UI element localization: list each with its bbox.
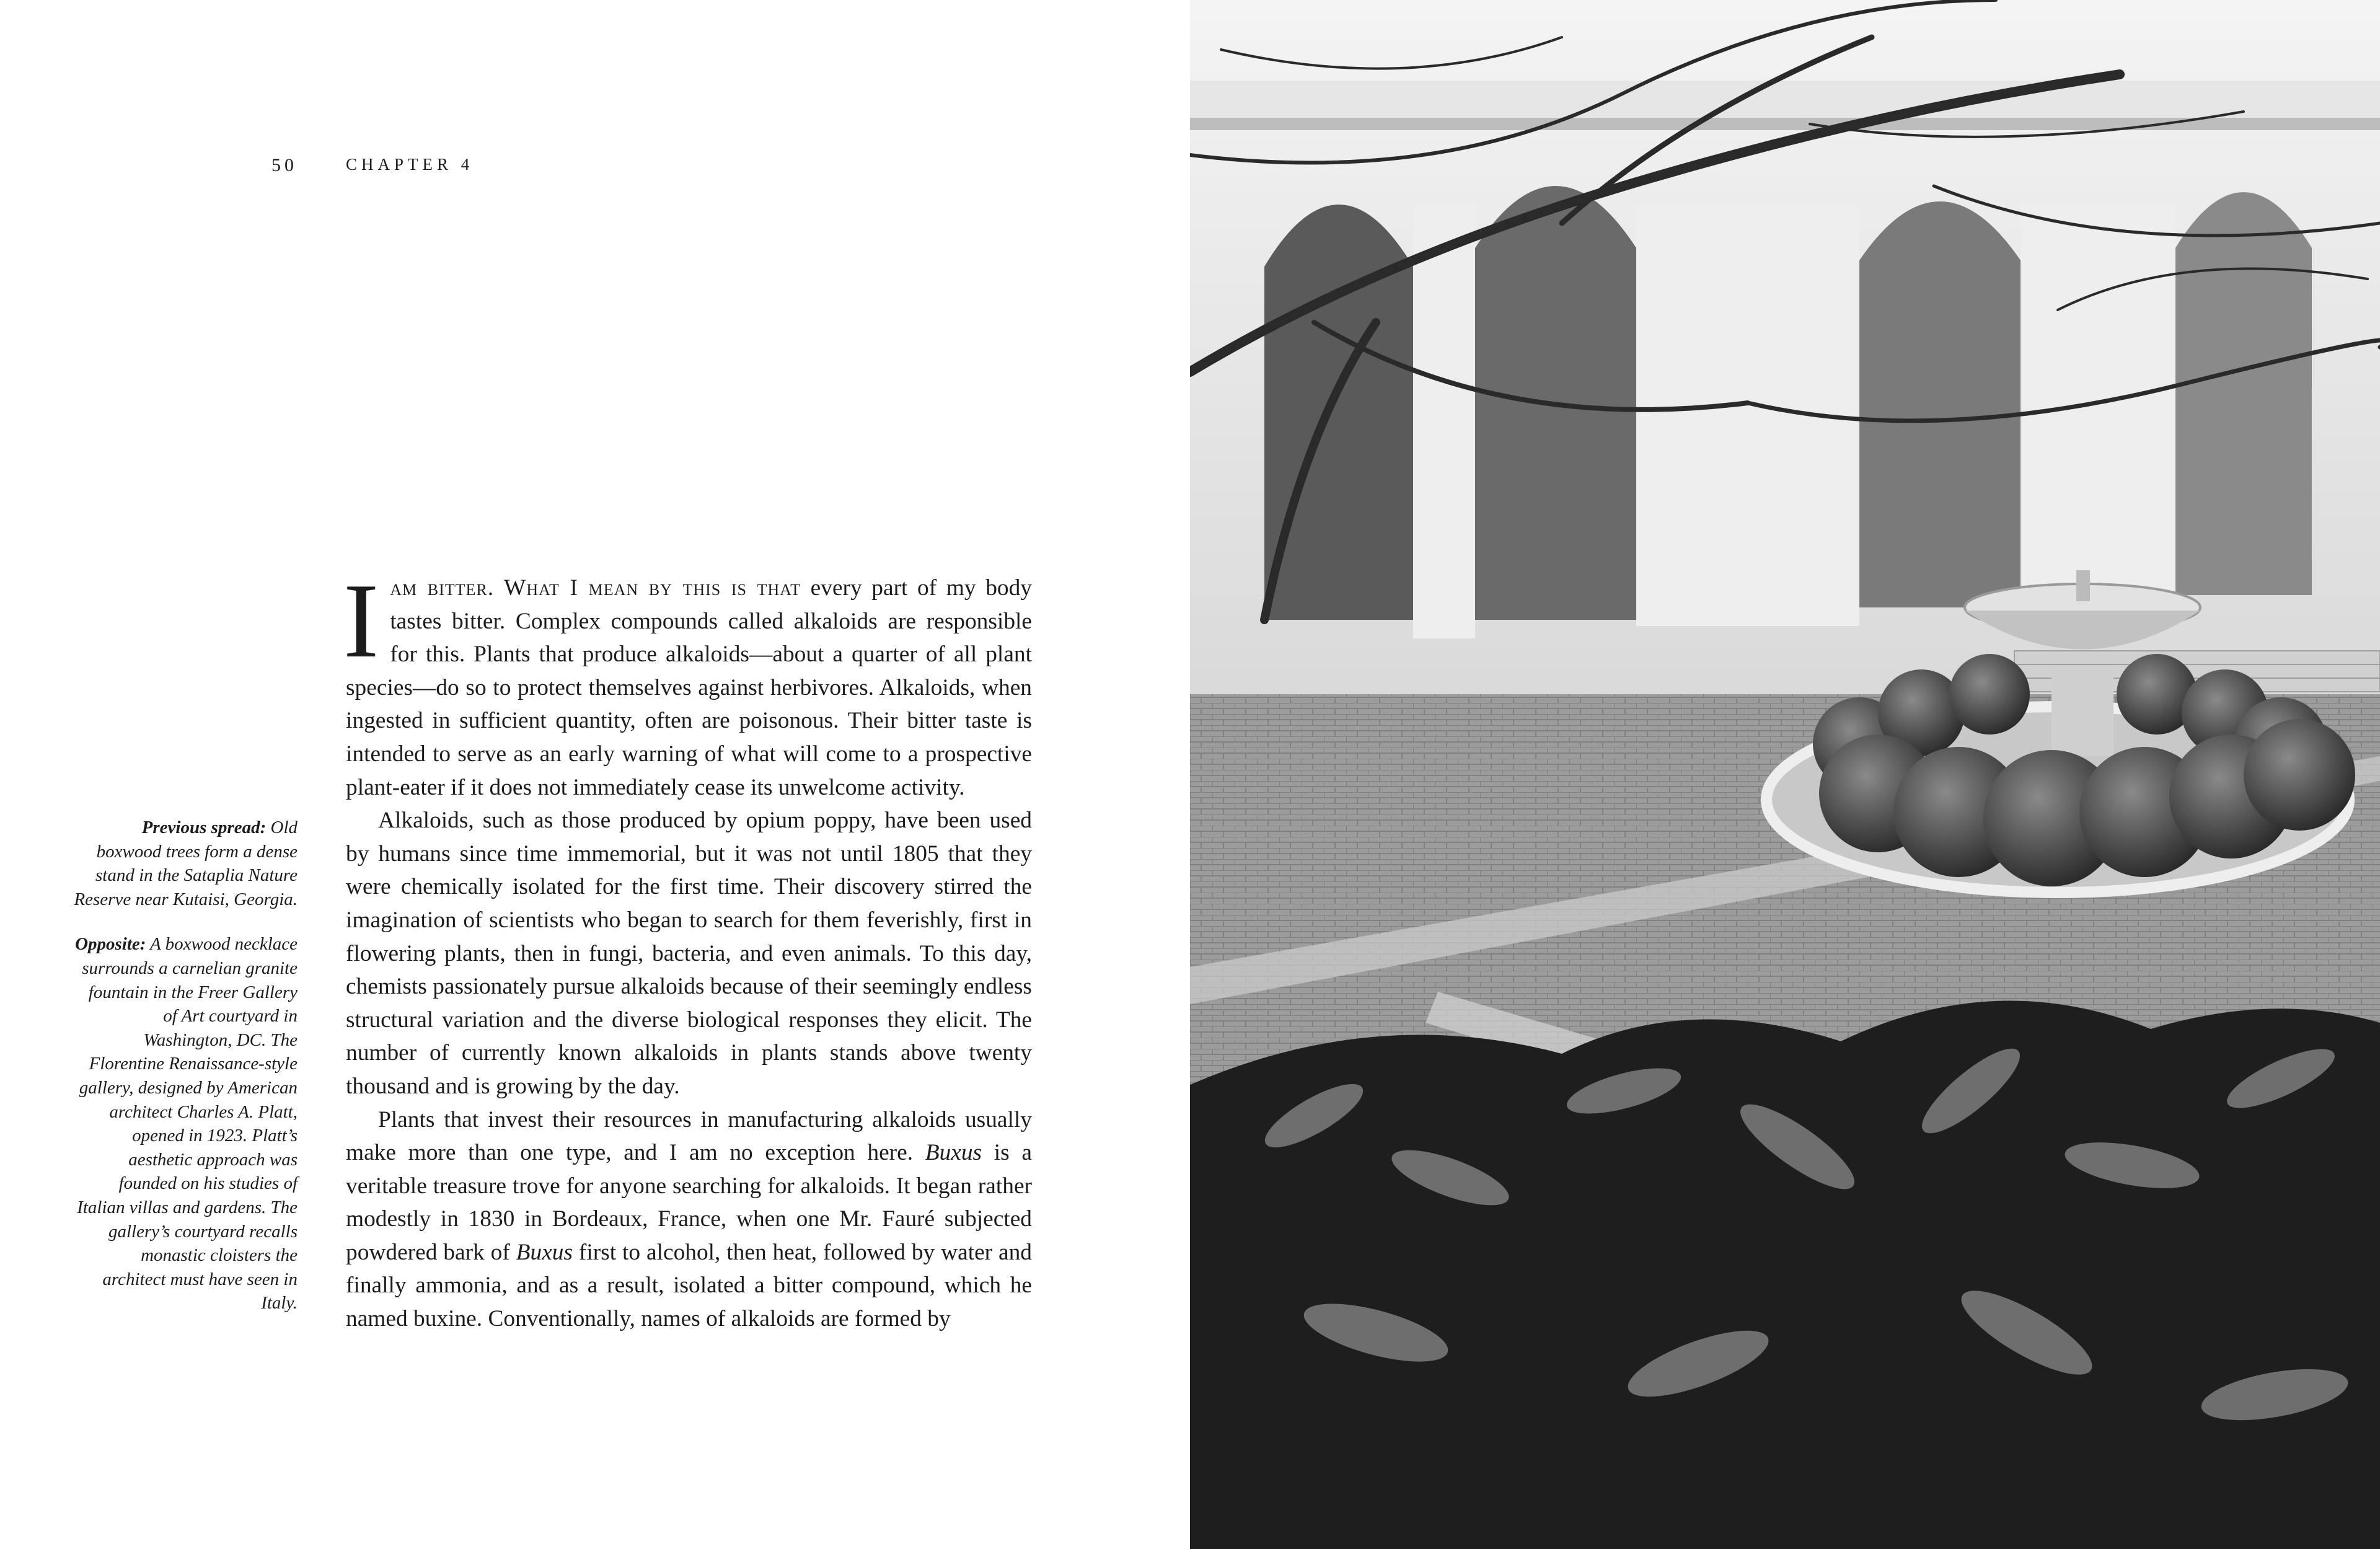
- foreground-shrub: [1190, 1001, 2380, 1549]
- courtyard-fountain-photo: [1190, 0, 2380, 1549]
- opening-small-caps: am bitter. What I mean by this is that: [390, 575, 801, 601]
- left-page: [0, 0, 1189, 1549]
- caption-text: A boxwood necklace surrounds a carnelian granite fountain in the Freer Gallery of Art courtyard in Washington, DC. The Florentine Renaissance-style gallery, designed by American architect Charles A. Platt, opened in 1923. Platt’s aesthetic approach was founded on his studies of Italian villas and gardens. The gallery’s courtyard recalls monastic cloisters the architect must have seen in Italy.: [77, 934, 298, 1313]
- paragraph-text: first to alcohol, then heat, followed by water and finally ammonia, and as a result, isolated a bitter compound, which he named buxine. Conventionally, names of alkaloids are formed by: [346, 1239, 1032, 1332]
- sidebar-captions: [73, 816, 298, 1336]
- caption-previous-spread: [73, 816, 298, 911]
- genus-name: Buxus: [925, 1140, 982, 1166]
- body-text: [343, 562, 1032, 1336]
- paragraph: [346, 1103, 1032, 1336]
- caption-opposite: [73, 932, 298, 1315]
- chapter-heading: CHAPTER 4: [346, 155, 474, 174]
- caption-text: Old boxwood trees form a dense stand in the Sataplia Nature Reserve near Kutaisi, Georgia.: [74, 818, 298, 909]
- caption-label: Opposite:: [75, 934, 146, 955]
- genus-name: Buxus: [516, 1239, 573, 1265]
- paragraph-text: Plants that invest their resources in manufacturing alkaloids usually make more than one type, and I am no exception here.: [346, 1106, 1032, 1166]
- paragraph: Alkaloids, such as those produced by opium poppy, have been used by humans since time immemorial, but it was not until 1805 that they were chemically isolated for the first time. Their discovery stirred the imagination of scientists who began to search for them feverishly, first in flowering plants, then in fungi, bacteria, and even animals. To this day, chemists passionately pursue alkaloids because of their seemingly endless structural variation and the diverse biological responses they elicit. The number of currently known alkaloids in plants stands above twenty thousand and is growing by the day.: [346, 808, 1032, 1099]
- paragraph: [343, 562, 1032, 804]
- caption-label: Previous spread:: [141, 818, 267, 837]
- paragraph-text: every part of my body tastes bitter. Complex compounds called alkaloids are responsible for this. Plants that produce alkaloids—about a quarter of all plant species—do so to protect themselves against herbivores. Alkaloids, when ingested in sufficient quantity, often are poisonous. Their bitter taste is intended to serve as an early warning of what will come to a prospective plant-eater if it does not immediately cease its unwelcome activity.: [346, 575, 1032, 800]
- paragraph-text: is a veritable treasure trove for anyone searching for alkaloids. It began rather modestly in 1830 in Bordeaux, France, when one Mr. Fauré subjected powdered bark of: [346, 1140, 1032, 1265]
- drop-cap: I: [343, 562, 379, 680]
- page-number: 50: [271, 155, 298, 175]
